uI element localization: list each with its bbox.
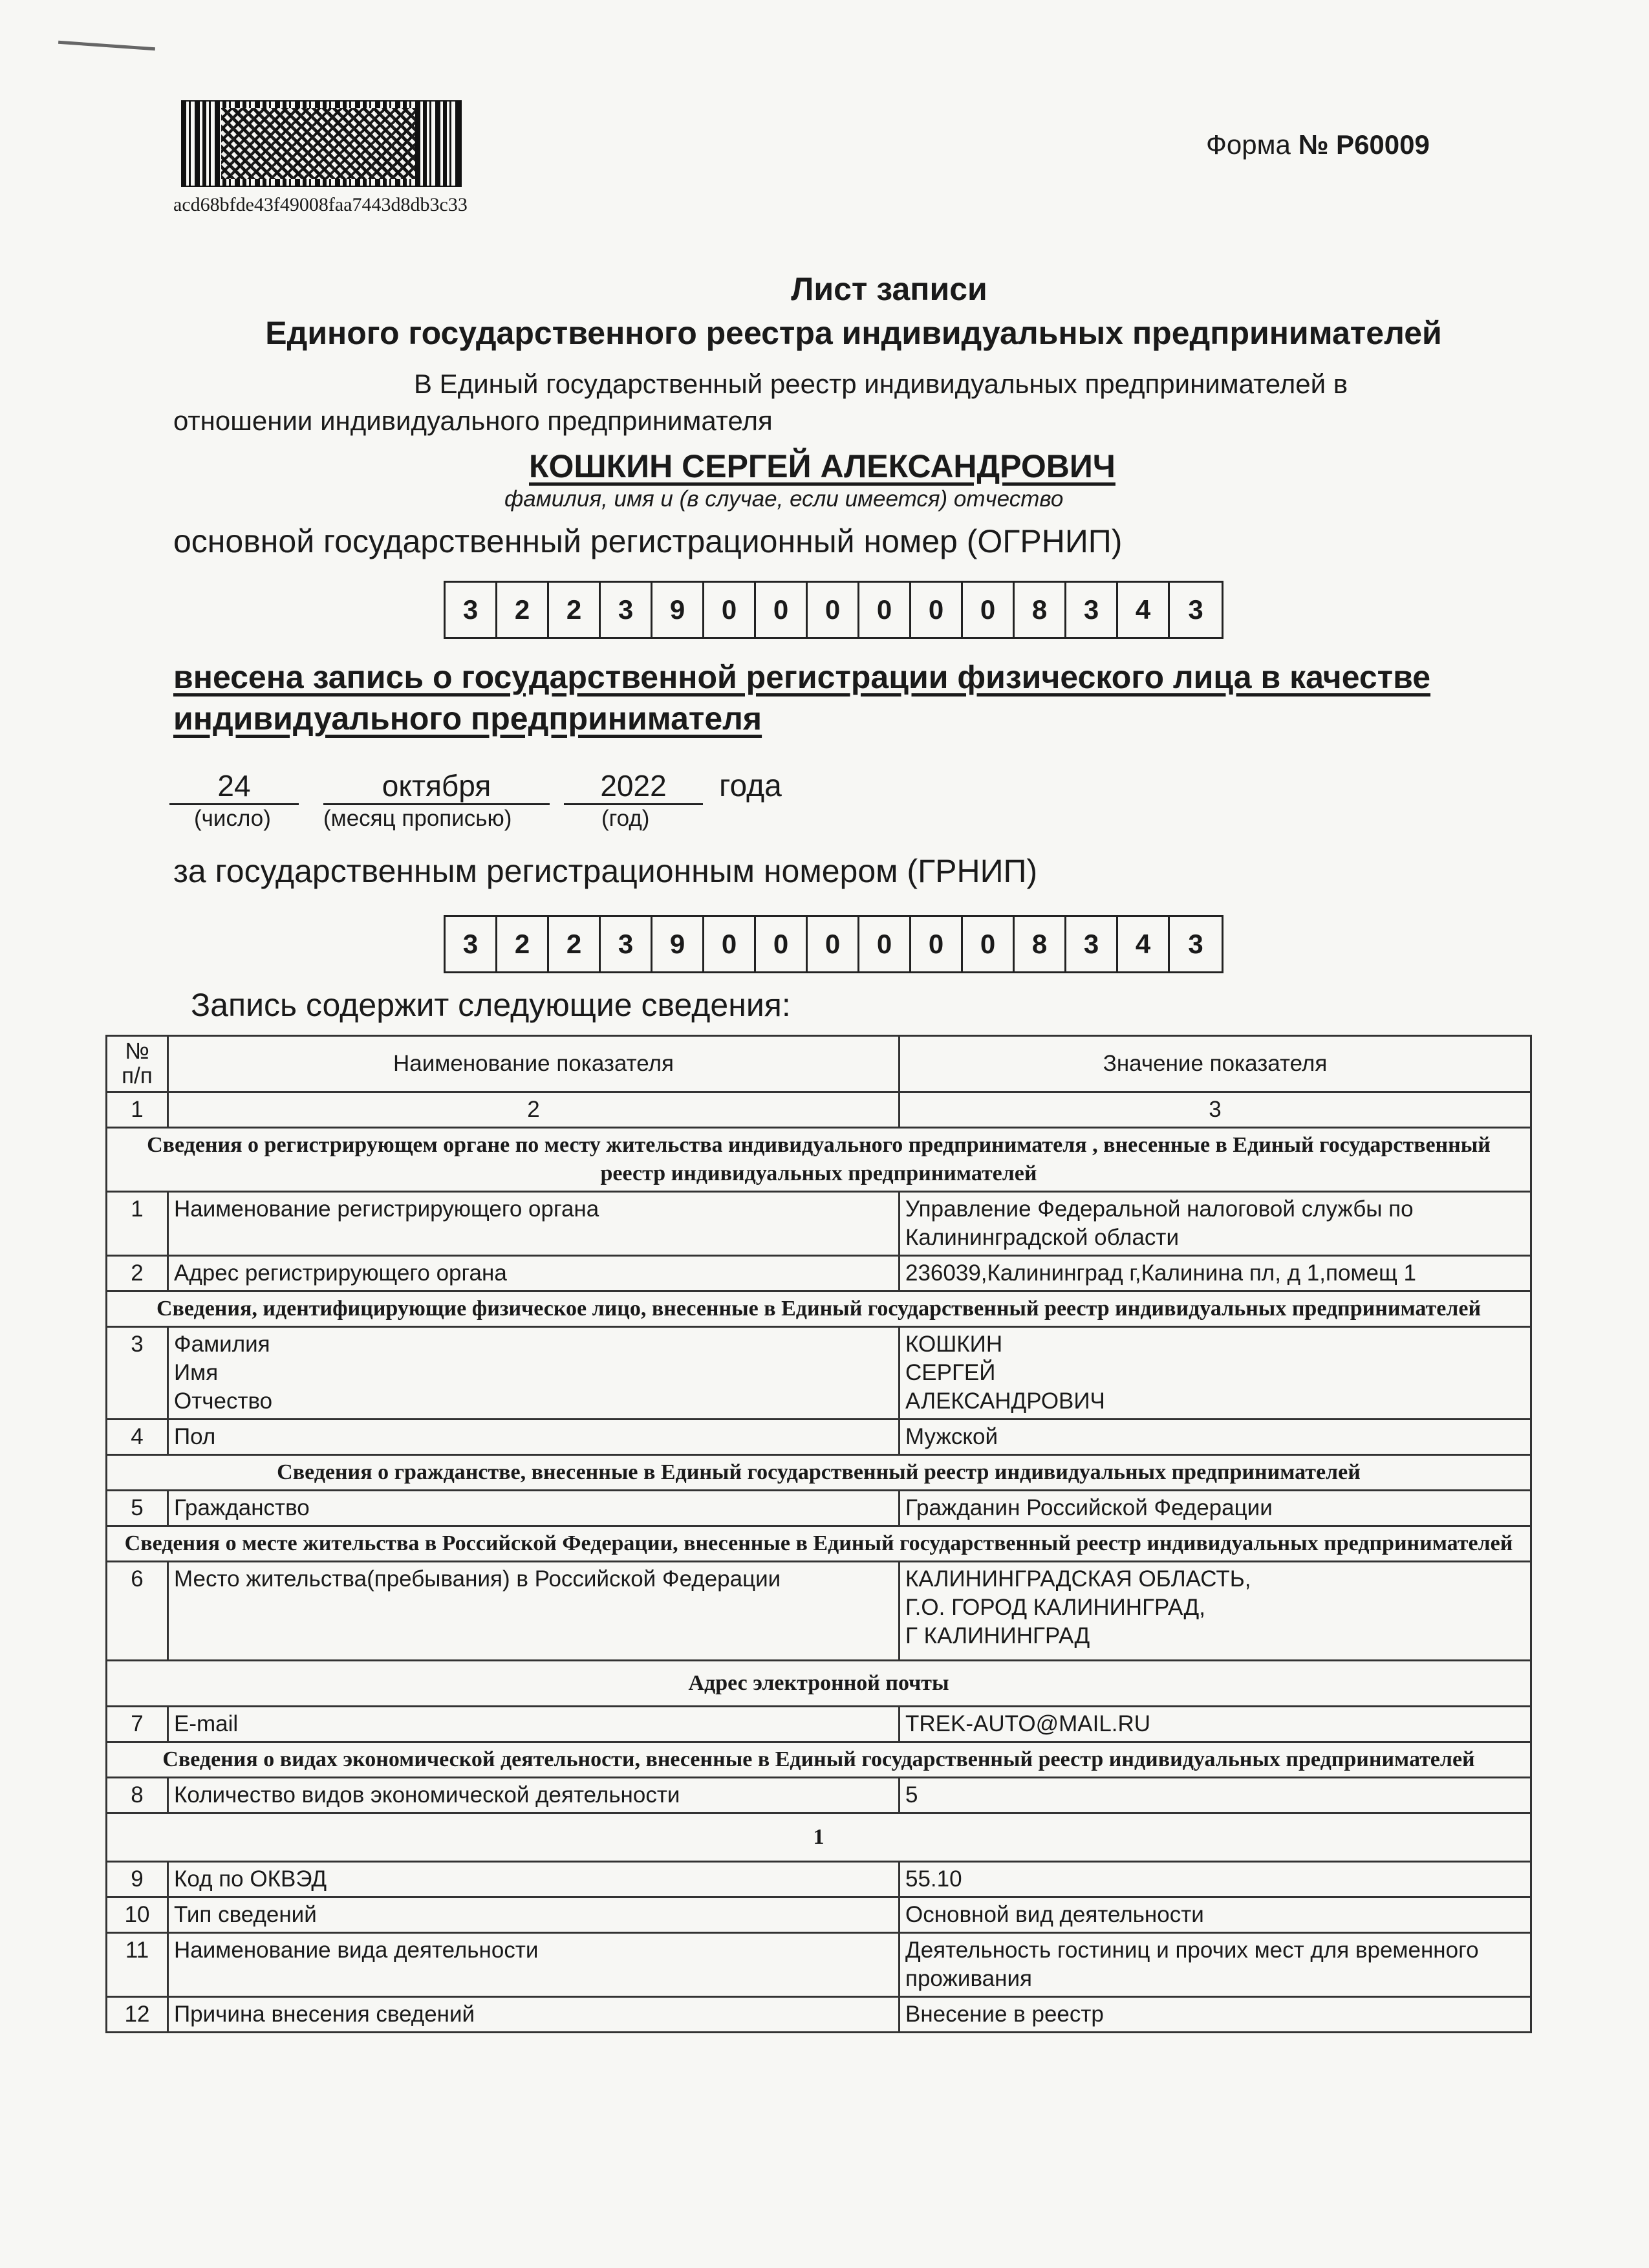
ogrnip-digit: 0 [756,583,808,637]
grnip-digit: 2 [497,917,549,971]
grnip-digit: 0 [704,917,756,971]
name-caption: фамилия, имя и (в случае, если имеется) отчество [504,486,1064,512]
form-prefix: Форма [1206,129,1299,160]
colnum-2: 2 [168,1092,900,1128]
ogrnip-digit: 3 [446,583,497,637]
header-value: Значение показателя [900,1036,1531,1092]
row-name: E-mail [168,1707,900,1742]
ogrnip-digit: 0 [911,583,963,637]
table-row [107,1420,1531,1455]
row-num: 4 [107,1420,168,1455]
grnip-digit: 0 [963,917,1015,971]
row-name: Адрес регистрирующего органа [168,1256,900,1291]
ogrnip-digit: 4 [1118,583,1170,637]
row-value: Основной вид деятельности [900,1897,1531,1933]
ogrnip-digit: 8 [1015,583,1066,637]
row-value: Управление Федеральной налоговой службы по Калининградской области [900,1192,1531,1256]
row-value: 236039,Калининград г,Калинина пл, д 1,помещ 1 [900,1256,1531,1291]
ogrnip-label: основной государственный регистрационный номер (ОГРНИП) [173,523,1123,559]
barcode [181,100,462,187]
table-row [107,1997,1531,2033]
entrepreneur-name: КОШКИН СЕРГЕЙ АЛЕКСАНДРОВИЧ [529,448,1116,484]
row-value: Мужской [900,1420,1531,1455]
row-num: 2 [107,1256,168,1291]
row-num: 7 [107,1707,168,1742]
grnip-digit: 0 [756,917,808,971]
records-table [105,1035,1532,2033]
grnip-digit: 3 [601,917,652,971]
month-caption: (месяц прописью) [323,806,512,831]
grnip-digit: 3 [1188,929,1203,959]
row-name: Фамилия Имя Отчество [168,1327,900,1420]
entry-statement: внесена запись о государственной регистрации физического лица в качестве индивидуального предпринимателя [173,659,1431,737]
grnip-label: за государственным регистрационным номером (ГРНИП) [173,853,1038,889]
row-num: 8 [107,1778,168,1813]
section-residence: Сведения о месте жительства в Российской Федерации, внесенные в Единый государственный реестр индивидуальных предпринимателей [107,1526,1531,1562]
barcode-text: acd68bfde43f49008faa7443d8db3c33 [173,194,468,215]
row-num: 3 [107,1327,168,1420]
row-name: Гражданство [168,1491,900,1526]
row-name: Тип сведений [168,1897,900,1933]
section-registering-authority: Сведения о регистрирующем органе по месту жительства индивидуального предпринимателя , внесенные в Единый государственный реестр индивидуальных предпринимателей [107,1128,1531,1192]
section-identification: Сведения, идентифицирующие физическое лицо, внесенные в Единый государственный реестр индивидуальных предпринимателей [107,1291,1531,1327]
table-header-row [107,1036,1531,1092]
row-num: 6 [107,1562,168,1661]
row-value: 5 [900,1778,1531,1813]
row-num: 5 [107,1491,168,1526]
row-name: Наименование регистрирующего органа [168,1192,900,1256]
ogrnip-digit: 3 [601,583,652,637]
date-day: 24 [169,768,299,805]
row-num: 12 [107,1997,168,2033]
grnip-number [444,915,1223,973]
row-name: Место жительства(пребывания) в Российской Федерации [168,1562,900,1661]
ogrnip-digit: 0 [704,583,756,637]
colnum-1: 1 [107,1092,168,1128]
row-value: TREK-AUTO@MAIL.RU [900,1707,1531,1742]
grnip-digit: 4 [1118,917,1170,971]
table-row [107,1327,1531,1420]
table-row [107,1491,1531,1526]
table-row [107,1256,1531,1291]
colnum-3: 3 [900,1092,1531,1128]
year-caption: (год) [601,806,650,831]
date-month: октября [323,768,550,805]
row-name: Наименование вида деятельности [168,1933,900,1997]
row-name: Количество видов экономической деятельности [168,1778,900,1813]
ogrnip-number [444,581,1223,639]
row-num: 10 [107,1897,168,1933]
table-colnum-row [107,1092,1531,1128]
ogrnip-digit: 3 [1188,594,1203,625]
table-row [107,1562,1531,1661]
table-row [107,1707,1531,1742]
table-row [107,1862,1531,1897]
document-title: Лист записи [791,271,987,307]
ogrnip-digit: 0 [808,583,859,637]
header-name: Наименование показателя [168,1036,900,1092]
header-num: № п/п [107,1036,168,1092]
ogrnip-digit: 3 [1066,583,1118,637]
row-value: Деятельность гостиниц и прочих мест для временного проживания [900,1933,1531,1997]
row-num: 11 [107,1933,168,1997]
intro-line-1: В Единый государственный реестр индивидуальных предпринимателей в [414,369,1348,399]
row-num: 9 [107,1862,168,1897]
grnip-digit: 3 [446,917,497,971]
ogrnip-digit: 9 [652,583,704,637]
activity-subheader: 1 [107,1813,1531,1862]
ogrnip-digit: 0 [859,583,911,637]
form-code: № Р60009 [1298,129,1430,160]
form-number [1206,129,1430,160]
grnip-digit: 2 [549,917,601,971]
row-value: Внесение в реестр [900,1997,1531,2033]
contains-label: Запись содержит следующие сведения: [191,987,791,1023]
section-citizenship: Сведения о гражданстве, внесенные в Единый государственный реестр индивидуальных предпринимателей [107,1455,1531,1491]
grnip-digit: 8 [1015,917,1066,971]
row-name: Причина внесения сведений [168,1997,900,2033]
document-subtitle: Единого государственного реестра индивидуальных предпринимателей [265,315,1442,351]
row-value: Гражданин Российской Федерации [900,1491,1531,1526]
row-value: КОШКИН СЕРГЕЙ АЛЕКСАНДРОВИЧ [900,1327,1531,1420]
table-row [107,1778,1531,1813]
ogrnip-digit: 2 [497,583,549,637]
intro-line-2: отношении индивидуального предпринимателя [173,405,773,436]
row-value: 55.10 [900,1862,1531,1897]
row-name: Код по ОКВЭД [168,1862,900,1897]
section-economic-activity: Сведения о видах экономической деятельности, внесенные в Единый государственный реестр индивидуальных предпринимателей [107,1742,1531,1778]
table-row [107,1933,1531,1997]
table-row [107,1192,1531,1256]
section-email: Адрес электронной почты [107,1661,1531,1707]
row-name: Пол [168,1420,900,1455]
day-caption: (число) [194,806,271,831]
row-value: КАЛИНИНГРАДСКАЯ ОБЛАСТЬ, Г.О. ГОРОД КАЛИНИНГРАД, Г КАЛИНИНГРАД [900,1562,1531,1661]
date-suffix: года [719,769,782,803]
grnip-digit: 0 [808,917,859,971]
grnip-digit: 0 [911,917,963,971]
grnip-digit: 9 [652,917,704,971]
grnip-digit: 0 [859,917,911,971]
ogrnip-digit: 2 [549,583,601,637]
staple-mark [58,41,155,50]
grnip-digit: 3 [1066,917,1118,971]
ogrnip-digit: 0 [963,583,1015,637]
date-year: 2022 [564,768,703,805]
row-num: 1 [107,1192,168,1256]
table-row [107,1897,1531,1933]
